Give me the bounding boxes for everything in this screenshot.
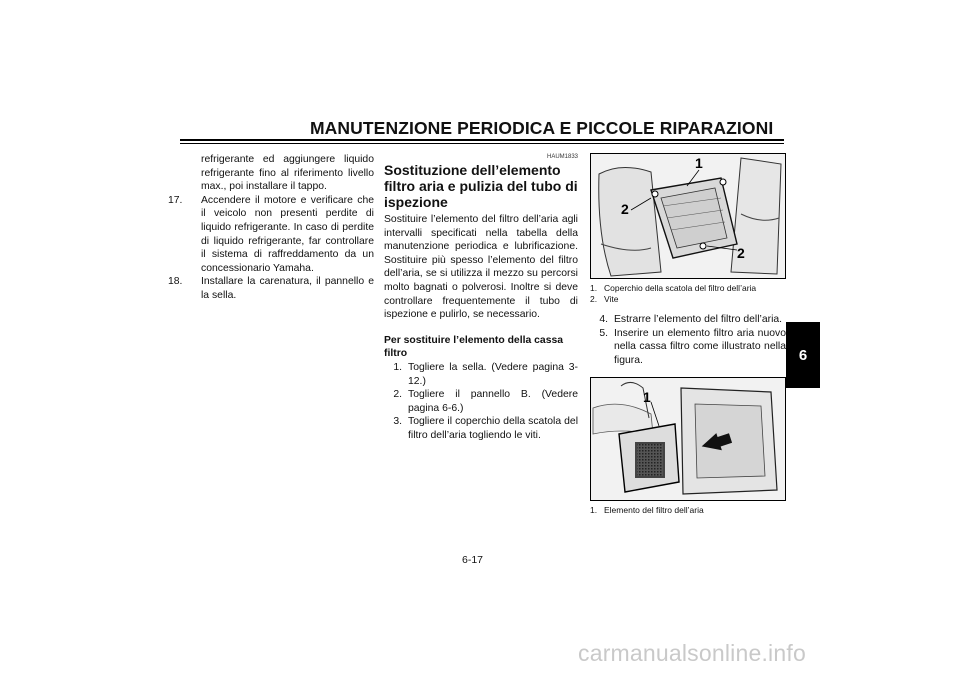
procedure-step <box>590 327 786 368</box>
callout-label: 2 <box>621 201 629 217</box>
step-text: Inserire un elemento filtro aria nuovo nella cassa filtro come illustrato nella figura. <box>614 327 786 366</box>
air-filter-element-illustration <box>591 378 785 500</box>
item-text: Installare la carenatura, il pannello e la sella. <box>201 276 374 301</box>
figure-air-filter-cover <box>590 153 786 279</box>
header-rule-thin <box>180 143 784 144</box>
caption-number: 1. <box>590 283 598 293</box>
item-number: 18. <box>168 276 183 288</box>
caption-number: 1. <box>590 505 598 516</box>
caption-text: Elemento del filtro dell’aria <box>604 505 704 516</box>
procedure-step <box>590 313 786 327</box>
column-3 <box>590 153 786 516</box>
item-number: 17. <box>168 194 183 206</box>
section-title: Sostituzione dell’elemento filtro aria e pulizia del tubo di ispezione <box>384 162 578 210</box>
step-number: 5. <box>599 327 608 339</box>
step-number: 1. <box>393 361 402 373</box>
column-1 <box>168 153 374 303</box>
chapter-tab: 6 <box>786 322 820 388</box>
caption-row <box>590 294 786 305</box>
procedure-step <box>384 415 578 442</box>
caption-number: 2. <box>590 294 598 304</box>
step-number: 3. <box>393 416 402 428</box>
step-text: Estrarre l’elemento del filtro dell’aria. <box>614 314 783 325</box>
caption-text: Coperchio della scatola del filtro dell’aria <box>604 283 757 293</box>
step-number: 4. <box>599 314 608 325</box>
list-item <box>168 194 374 276</box>
caption-row <box>590 505 786 516</box>
section-code: HAUM1833 <box>546 154 578 160</box>
callout-label: 2 <box>737 245 745 261</box>
procedure-title: Per sostituire l’elemento della cassa filtro <box>384 334 564 360</box>
figure-air-filter-element <box>590 377 786 501</box>
step-text: Togliere la sella. (Vedere pagina 3-12.) <box>408 361 578 387</box>
air-filter-cover-illustration <box>591 154 785 278</box>
caption-row <box>590 283 786 294</box>
list-item <box>168 275 374 302</box>
step-number: 2. <box>393 389 402 401</box>
callout-label: 1 <box>643 389 651 406</box>
procedure-continued <box>590 313 786 367</box>
column-2 <box>384 153 578 443</box>
page-title: MANUTENZIONE PERIODICA E PICCOLE RIPARAZIONI <box>310 118 774 138</box>
procedure-step <box>384 388 578 415</box>
figure-2-caption <box>590 505 786 516</box>
continuation-text: refrigerante ed aggiungere liquido refrigerante fino al riferimento livello max., poi installare il tappo. <box>201 154 374 193</box>
caption-text: Vite <box>604 294 619 304</box>
page-number: 6-17 <box>462 554 484 566</box>
figure-1-caption <box>590 283 786 305</box>
watermark: carmanualsonline.info <box>578 640 806 666</box>
header-rule <box>180 139 784 141</box>
section-intro: Sostituire l’elemento del filtro dell’aria agli intervalli specificati nella tabella della manutenzione periodica e lubrificazione. Sostituire più spesso l’elemento del filtro dell’aria, se si utilizza il mezzo su percorsi molto bagnati o polverosi. Inoltre si deve controllare frequentemente il tubo di ispezione e pulirlo, se necessario. <box>384 214 578 321</box>
procedure-step <box>384 361 578 388</box>
step-text: Togliere il coperchio della scatola del filtro dell’aria togliendo le viti. <box>408 416 578 441</box>
step-text: Togliere il pannello B. (Vedere pagina 6-6.) <box>408 389 578 414</box>
callout-label: 1 <box>695 155 703 171</box>
item-text: Accendere il motore e verificare che il veicolo non presenti perdite di liquido refrigerante. In caso di perdite di liquido refrigerante, far controllare il sistema di raffreddamento da un concessionario Yamaha. <box>201 194 374 274</box>
